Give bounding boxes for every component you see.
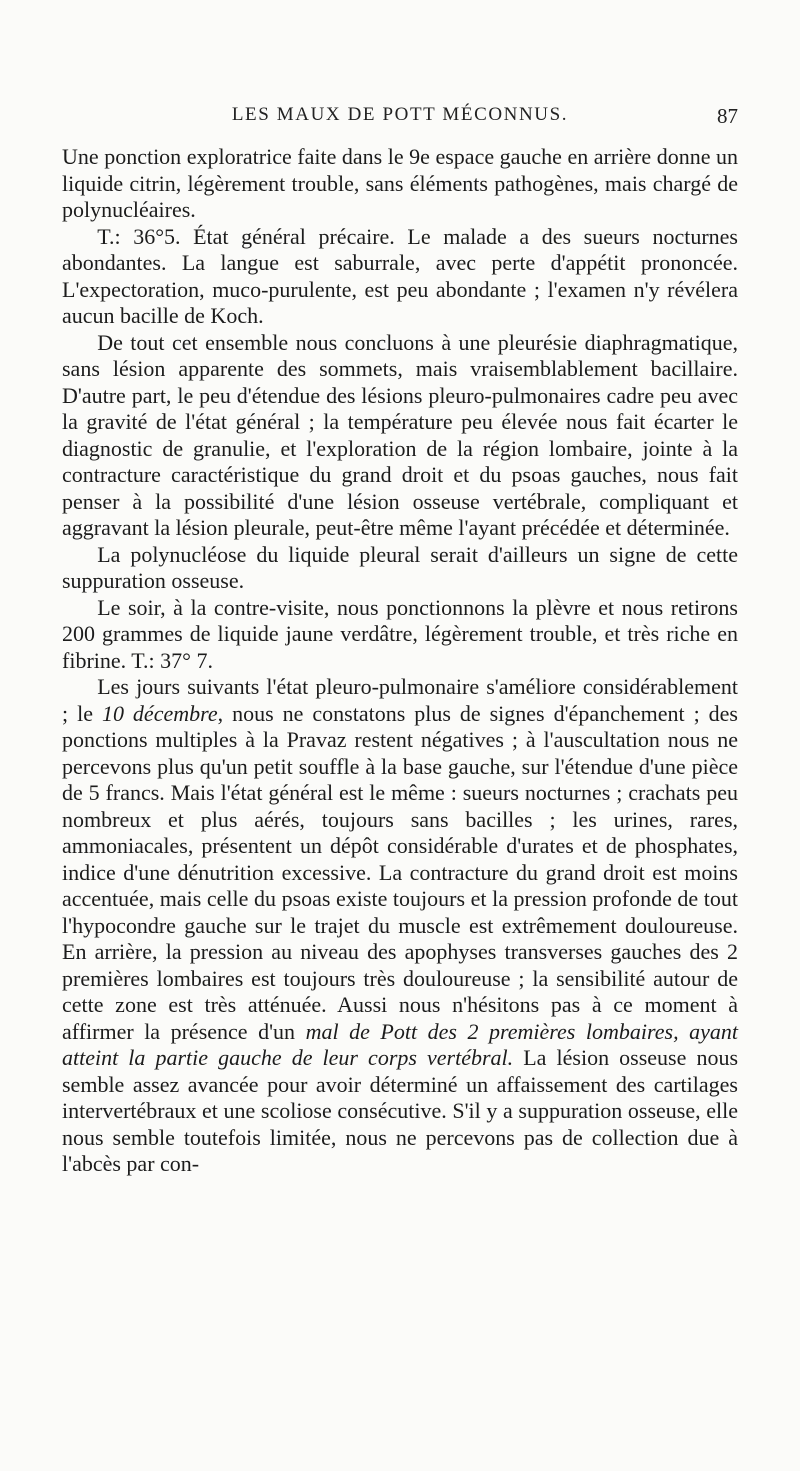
paragraph-text-segment: , nous ne constatons plus de signes d'épanchement ; des ponctions multiples à la Pravaz restent négatives ; à l'auscultation nous ne percevons plus qu'un petit souffle à la base gauche, sur l'étendue d'une pièce de 5 francs. Mais l'état général est le même : sueurs nocturnes ; crachats peu nombreux et plus aérés, toujours sans bacilles ; les urines, rares, ammoniacales, présentent un dépôt considérable d'urates et de phosphates, indice d'une dénutrition excessive. La contracture du grand droit est moins accentuée, mais celle du psoas existe toujours et la pression profonde de tout l'hypocondre gauche sur le trajet du muscle est extrêmement douloureuse. En arrière, la pression au niveau des apophyses transverses gauches des 2 premières lombaires est toujours très douloureuse ; la sensibilité autour de cette zone est très atténuée. Aussi nous n'hésitons pas à ce moment à affirmer la présence d'un [62,700,738,1044]
page-number: 87 [717,104,738,128]
paragraph-general-state: T.: 36°5. État général précaire. Le malade a des sueurs nocturnes abondantes. La langue est saburrale, avec perte d'appétit prononcée. L'expectoration, muco-purulente, est peu abondante ; l'examen n'y révélera aucun bacille de Koch. [62,223,738,328]
running-title: LES MAUX DE POTT MÉCONNUS. [231,104,569,125]
paragraph-exploratory-puncture: Une ponction exploratrice faite dans le 9e espace gauche en arrière donne un liquide citrin, légèrement trouble, sans éléments pathogènes, mais chargé de polynucléaires. [62,144,738,222]
paragraph-diagnosis: De tout cet ensemble nous concluons à une pleurésie diaphragmatique, sans lésion apparente des sommets, mais vraisemblablement bacillaire. D'autre part, le peu d'étendue des lésions pleuro-pulmonaires cadre peu avec la gravité de l'état général ; la température peu élevée nous fait écarter le diagnostic de granulie, et l'exploration de la région lombaire, jointe à la contracture caractéristique du grand droit et du psoas gauches, nous fait penser à la possibilité d'une lésion osseuse vertébrale, compliquant et aggravant la lésion pleurale, peut-être même l'ayant précédée et déterminée. [62,329,738,540]
paragraph-text-segment: Les jours suivants l'état pleuro-pulmonaire s'améliore considérablement ; le [62,674,738,726]
diagnosis-emphasis: mal de Pott des 2 premières lombaires, ayant atteint la partie gauche de leur corps vertébral. [62,1018,738,1070]
paragraph-evening-visit: Le soir, à la contre-visite, nous ponctionnons la plèvre et nous retirons 200 grammes de liquide jaune verdâtre, légèrement trouble, et très riche en fibrine. T.: 37° 7. [62,594,738,673]
body-text [62,144,738,1178]
date-emphasis: 10 décembre [101,700,218,726]
paragraph-text-segment: La lésion osseuse nous semble assez avancée pour avoir déterminé un affaissement des cartilages intervertébraux et une scoliose consécutive. S'il y a suppuration osseuse, elle nous semble toutefois limitée, nous ne percevons pas de collection due à l'abcès par con- [62,1045,739,1176]
paragraph-following-days [62,674,738,1178]
paragraph-polynucleosis: La polynucléose du liquide pleural serait d'ailleurs un signe de cette suppuration osseuse. [62,541,738,593]
page-header [62,104,738,132]
